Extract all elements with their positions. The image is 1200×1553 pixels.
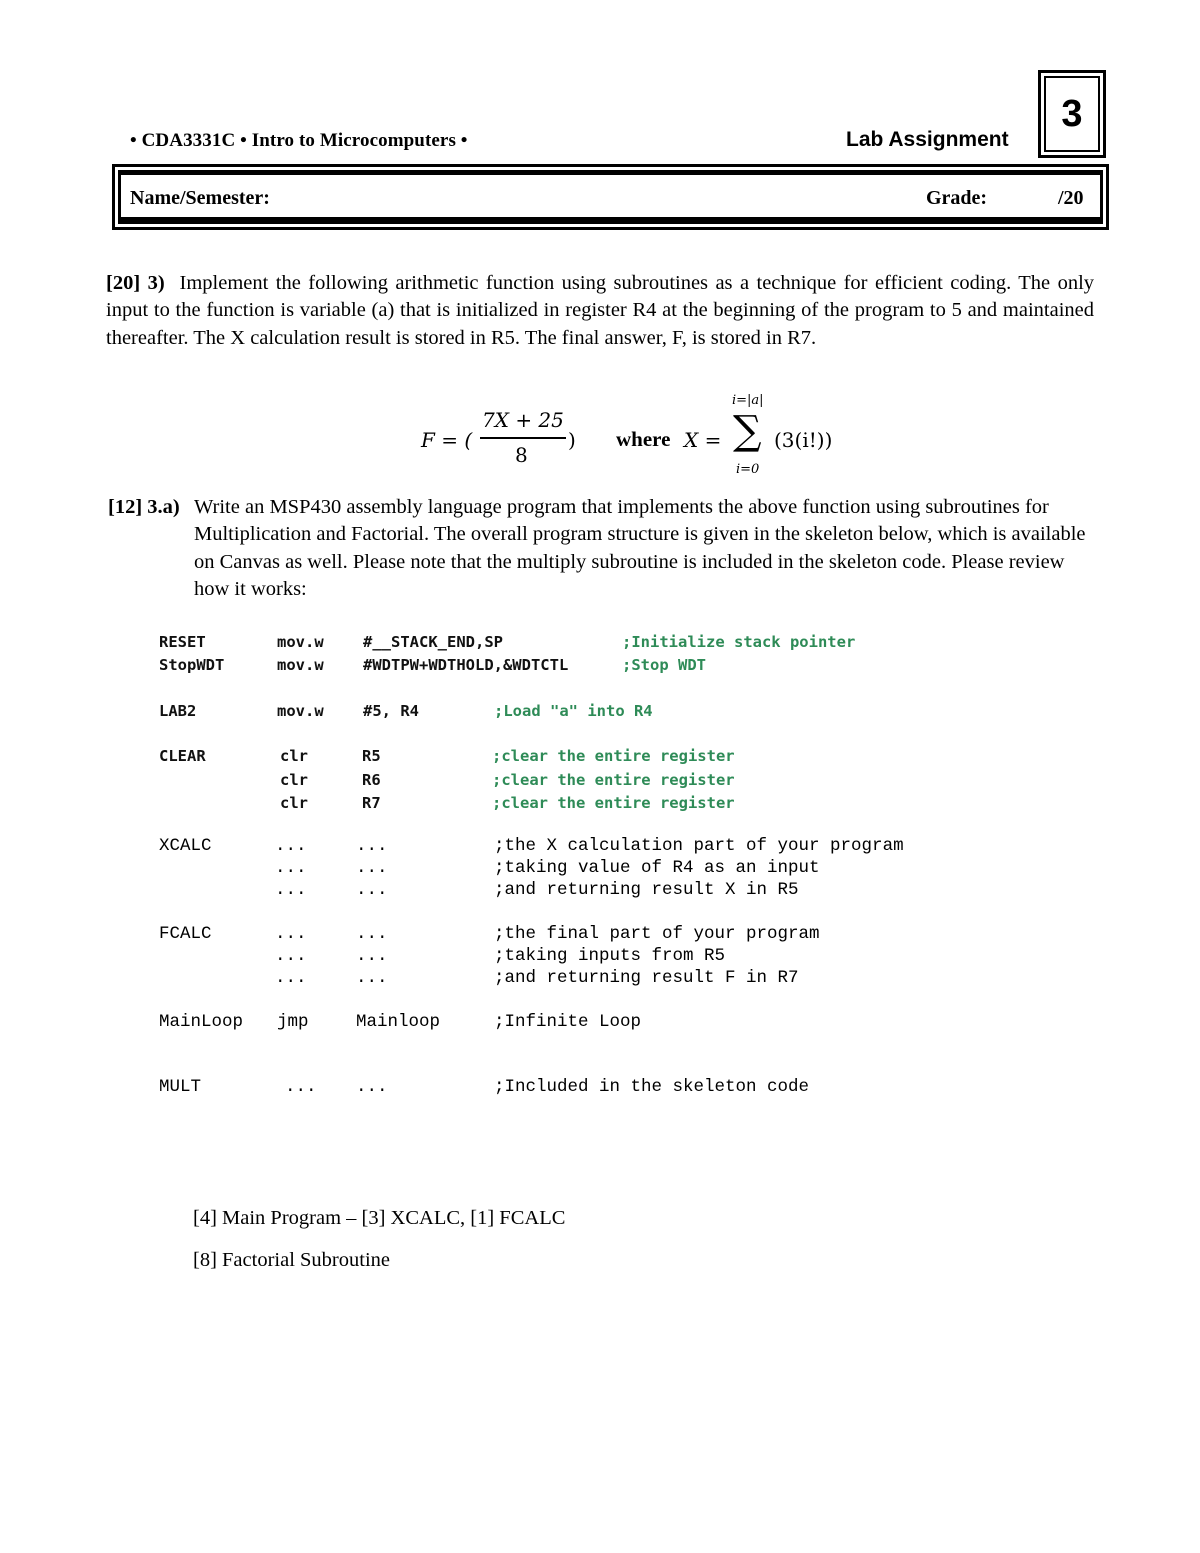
code-reset-label: RESET xyxy=(159,633,206,651)
code-mainloop-op: jmp xyxy=(277,1012,309,1032)
code-clear-label: CLEAR xyxy=(159,747,206,765)
question-3a-number: 3.a) xyxy=(147,496,180,518)
code-fcalc-comment-2: ;taking inputs from R5 xyxy=(494,946,726,966)
code-clear-comment-3: ;clear the entire register xyxy=(492,794,735,812)
formula-denominator: 8 xyxy=(515,443,528,467)
code-clear-op-1: clr xyxy=(280,747,308,765)
code-fcalc-args-2: ... xyxy=(356,946,388,966)
question-3-text: Implement the following arithmetic function using subroutines as a technique for efficient coding. The only input to the function is variable (a) that is initialized in register R4 at the beginning of the program to 5 and maintained thereafter. The X calculation result is stored in R5. The final answer, F, is stored in R7. xyxy=(106,272,1095,349)
formula-sum-lower: i=0 xyxy=(736,462,760,477)
code-lab2-comment: ;Load "a" into R4 xyxy=(494,702,653,720)
code-stopwdt-label: StopWDT xyxy=(159,656,225,674)
code-xcalc-op-1: ... xyxy=(275,836,307,856)
course-title: • CDA3331C • Intro to Microcomputers • xyxy=(130,130,468,151)
assignment-label: Lab Assignment xyxy=(846,128,1009,151)
code-xcalc-args-3: ... xyxy=(356,880,388,900)
code-fcalc-op-1: ... xyxy=(275,924,307,944)
code-fcalc-label: FCALC xyxy=(159,924,212,944)
code-xcalc-comment-1: ;the X calculation part of your program xyxy=(494,836,904,856)
code-mult-label: MULT xyxy=(159,1077,202,1097)
question-3-points: [20] xyxy=(106,272,141,294)
code-clear-args-1: R5 xyxy=(362,747,381,765)
code-reset-args: #__STACK_END,SP xyxy=(363,633,503,651)
assignment-number: 3 xyxy=(1044,76,1100,152)
grade-max: /20 xyxy=(1058,187,1084,209)
grading-factorial: [8] Factorial Subroutine xyxy=(193,1249,390,1271)
code-xcalc-comment-3: ;and returning result X in R5 xyxy=(494,880,799,900)
code-stopwdt-op: mov.w xyxy=(277,656,324,674)
code-lab2-args: #5, R4 xyxy=(363,702,419,720)
code-clear-comment-1: ;clear the entire register xyxy=(492,747,735,765)
code-reset-op: mov.w xyxy=(277,633,324,651)
formula-where: where xyxy=(616,427,671,451)
code-xcalc-op-2: ... xyxy=(275,858,307,878)
code-fcalc-comment-1: ;the final part of your program xyxy=(494,924,820,944)
grading-main-program: [4] Main Program – [3] XCALC, [1] FCALC xyxy=(193,1207,566,1229)
formula-lhs: F = ( xyxy=(421,428,473,452)
formula-fraction-bar xyxy=(480,437,566,439)
code-mult-comment: ;Included in the skeleton code xyxy=(494,1077,810,1097)
code-mult-args: ... xyxy=(356,1077,388,1097)
code-xcalc-args-1: ... xyxy=(356,836,388,856)
question-3 xyxy=(106,270,1094,352)
code-clear-args-2: R6 xyxy=(362,771,381,789)
question-3-number: 3) xyxy=(147,272,165,294)
formula-x-eq: X = xyxy=(684,428,722,452)
code-fcalc-comment-3: ;and returning result F in R7 xyxy=(494,968,799,988)
code-clear-args-3: R7 xyxy=(362,794,381,812)
code-xcalc-comment-2: ;taking value of R4 as an input xyxy=(494,858,820,878)
code-mainloop-comment: ;Infinite Loop xyxy=(494,1012,642,1032)
code-mainloop-label: MainLoop xyxy=(159,1012,244,1032)
code-fcalc-args-3: ... xyxy=(356,968,388,988)
formula-sum-upper: i=|a| xyxy=(732,393,764,408)
code-fcalc-op-3: ... xyxy=(275,968,307,988)
code-clear-op-3: clr xyxy=(280,794,308,812)
formula-numerator: 7X + 25 xyxy=(482,408,564,432)
code-mult-op: ... xyxy=(285,1077,317,1097)
question-3a-text: Write an MSP430 assembly language program that implements the above function using subroutines for Multiplication and Factorial. The overall program structure is given in the skeleton below, which is available on Canvas as well. Please note that the multiply subroutine is included in the skeleton code. Please review how it works: xyxy=(194,496,1086,600)
question-3a-points: [12] xyxy=(108,496,143,518)
code-stopwdt-args: #WDTPW+WDTHOLD,&WDTCTL xyxy=(363,656,569,674)
code-mainloop-args: Mainloop xyxy=(356,1012,441,1032)
grade-label: Grade: xyxy=(926,187,988,209)
formula-sum-symbol: ∑ xyxy=(733,408,762,454)
code-lab2-op: mov.w xyxy=(277,702,324,720)
formula-summand: (3(i!)) xyxy=(774,428,833,452)
formula-rparen: ) xyxy=(568,428,576,452)
code-xcalc-op-3: ... xyxy=(275,880,307,900)
code-fcalc-op-2: ... xyxy=(275,946,307,966)
code-xcalc-args-2: ... xyxy=(356,858,388,878)
assignment-number-box xyxy=(1038,70,1106,158)
code-clear-op-2: clr xyxy=(280,771,308,789)
code-xcalc-label: XCALC xyxy=(159,836,212,856)
code-reset-comment: ;Initialize stack pointer xyxy=(622,633,856,651)
code-clear-comment-2: ;clear the entire register xyxy=(492,771,735,789)
code-stopwdt-comment: ;Stop WDT xyxy=(622,656,706,674)
name-semester-label: Name/Semester: xyxy=(130,187,270,209)
code-lab2-label: LAB2 xyxy=(159,702,197,720)
code-fcalc-args-1: ... xyxy=(356,924,388,944)
